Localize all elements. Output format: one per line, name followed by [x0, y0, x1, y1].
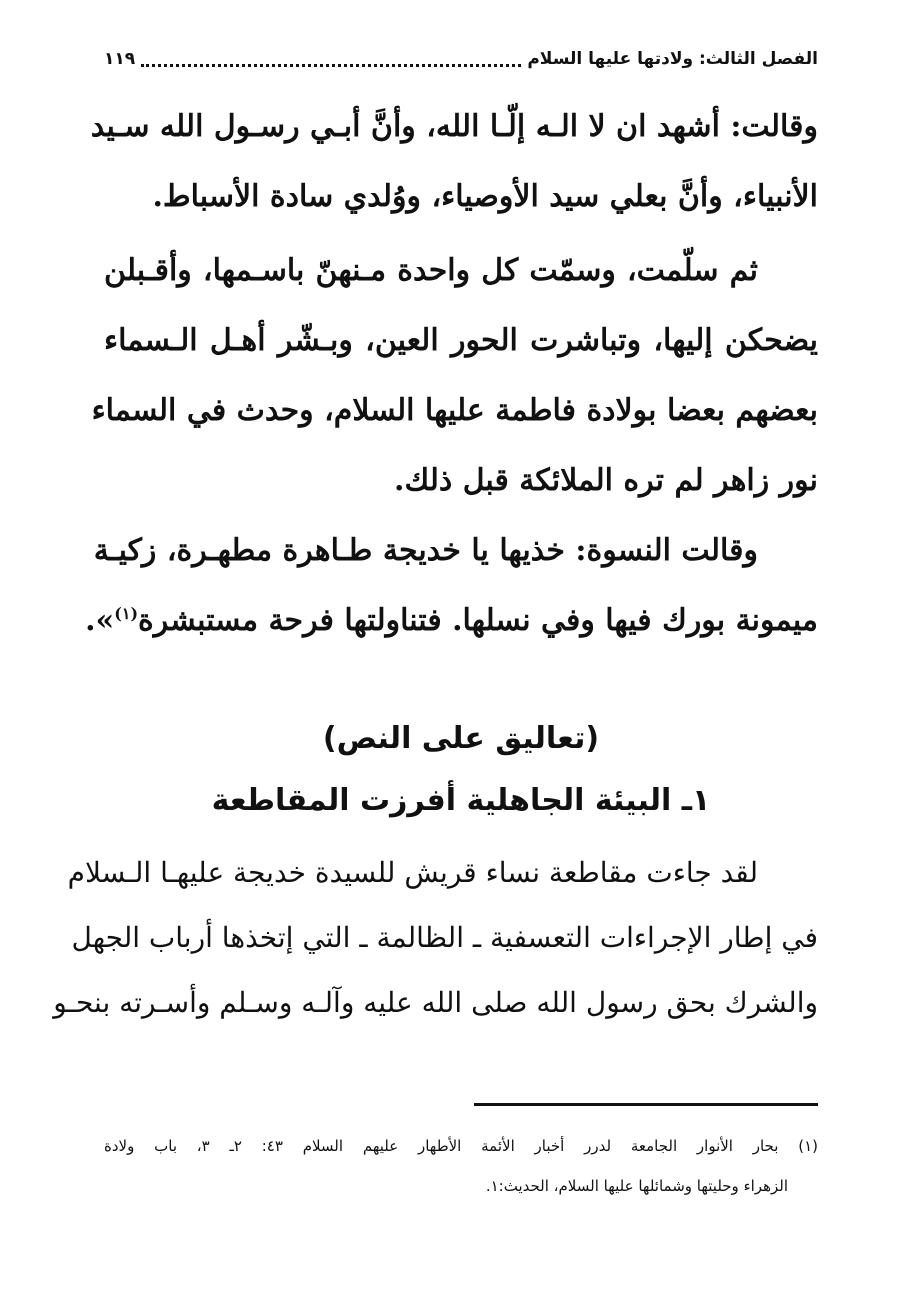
text-line: الأنبياء، وأنَّ بعلي سيد الأوصياء، ووُلدي سادة الأسباط.	[152, 179, 818, 214]
commentary-paragraph	[53, 840, 818, 1035]
text-line: يضحكن إليها، وتباشرت الحور العين، وبـشّر أهـل الـسماء	[104, 323, 818, 358]
section-title: (تعاليق على النص)	[322, 721, 600, 756]
footnote-line: الزهراء وحليتها وشمائلها عليها السلام، الحديث:١.	[485, 1177, 788, 1195]
text-line: وقالت: أشهد ان لا الـه إلّـا الله، وأنَّ أبـي رسـول الله سـيد	[90, 109, 818, 144]
paragraph	[91, 236, 818, 516]
text-run: ميمونة بورك فيها وفي نسلها. فتناولتها فرحة مستبشرة	[138, 603, 818, 638]
text-line: والشرك بحق رسول الله صلى الله عليه وآلـه وسـلم وأسـرته بنحـو	[53, 986, 818, 1019]
footnote-ref[interactable]: (١)	[114, 604, 139, 623]
footnote	[104, 1126, 818, 1206]
text-line: وقالت النسوة: خذيها يا خديجة طـاهرة مطهـرة، زكيـة	[93, 533, 758, 568]
paragraph	[85, 516, 818, 656]
text-line: لقد جاءت مقاطعة نساء قريش للسيدة خديجة عليهـا الـسلام	[67, 856, 758, 889]
paragraph	[90, 92, 818, 232]
text-line: في إطار الإجراءات التعسفية ـ الظالمة ـ التي إتخذها أرباب الجهل	[71, 921, 818, 954]
leader-dots	[141, 64, 521, 67]
text-line: ثم سلّمت، وسمّت كل واحدة مـنهنّ باسـمها، وأقـبلن	[104, 253, 758, 288]
footnote-line: (١) بحار الأنوار الجامعة لدرر أخبار الأئمة الأطهار عليهم السلام ٤٣: ٢ـ ٣، باب ولادة	[104, 1137, 818, 1155]
section-subtitle: ١ـ البيئة الجاهلية أفرزت المقاطعة	[211, 783, 711, 818]
text-line: نور زاهر لم تره الملائكة قبل ذلك.	[394, 463, 818, 498]
text-line: بعضهم بعضا بولادة فاطمة عليها السلام، وحدث في السماء	[91, 393, 818, 428]
page-number: ١١٩	[104, 49, 136, 69]
text-line	[85, 586, 818, 656]
chapter-title: الفصل الثالث: ولادتها عليها السلام	[527, 49, 818, 69]
running-header	[104, 44, 818, 74]
footnote-divider	[474, 1103, 818, 1106]
closing-quote: ».	[85, 603, 115, 638]
commentary-headings	[104, 708, 818, 832]
